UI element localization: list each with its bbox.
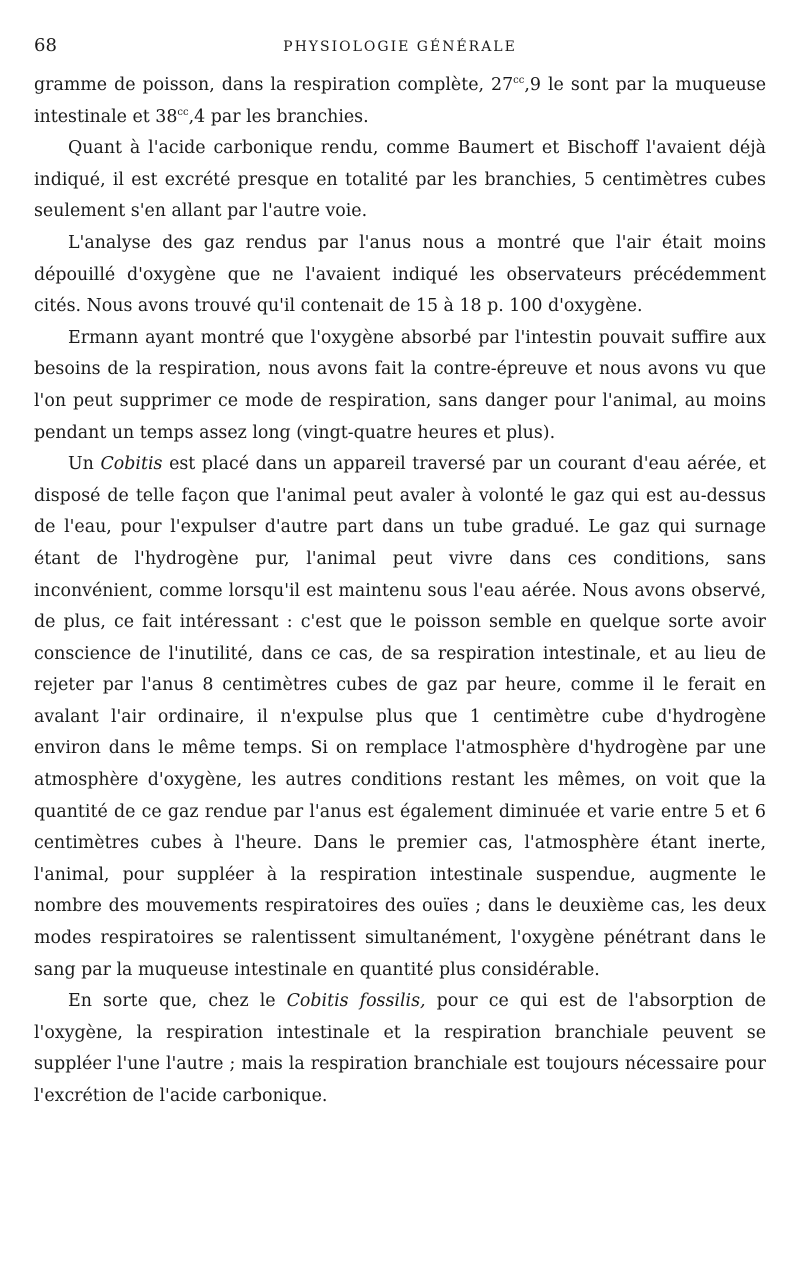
text-run: ,9 le sont par la muqueuse intestinale et 38 (34, 75, 766, 127)
superscript-unit: cc (177, 106, 189, 118)
paragraph (34, 323, 766, 449)
running-head: PHYSIOLOGIE GÉNÉRALE (283, 39, 517, 55)
italic-taxon: Cobitis (100, 454, 163, 475)
paragraph (34, 228, 766, 323)
text-run: Ermann ayant montré que l'oxygène absorbé par l'intestin pouvait suffire aux besoins de la respiration, nous avons fait la contre-épreuve et nous avons vu que l'on peut supprimer ce mode de respiration, sans danger pour l'animal, au moins pendant un temps assez long (vingt-quatre heures et plus). (34, 327, 766, 443)
page-header (34, 34, 766, 58)
text-run: pour ce qui est de l'absorption de l'oxygène, la respiration intestinale et la respiration branchiale peuvent se suppléer l'une l'autre ; mais la respiration branchiale est toujours nécessaire pour l'excrétion de l'acide carbonique. (34, 991, 766, 1106)
paragraph (34, 133, 766, 228)
text-run: est placé dans un appareil traversé par un courant d'eau aérée, et disposé de telle façon que l'animal peut avaler à volonté le gaz qui est au-dessus de l'eau, pour l'expulser d'autre part dans un tube gradué. Le gaz qui surnage étant de l'hydrogène pur, l'animal peut vivre dans ces conditions, sans inconvénient, comme lorsqu'il est maintenu sous l'eau aérée. Nous avons observé, de plus, ce fait intéressant : c'est que le poisson semble en quelque sorte avoir conscience de l'inutilité, dans ce cas, de sa respiration intestinale, et au lieu de rejeter par l'anus 8 centimètres cubes de gaz par heure, comme il le ferait en avalant l'air ordinaire, il n'expulse plus que 1 centimètre cube d'hydrogène environ dans le même temps. Si on remplace l'atmosphère d'hydrogène par une atmosphère d'oxygène, les autres conditions restant les mêmes, on voit que la quantité de ce gaz rendue par l'anus est également diminuée et varie entre 5 et 6 centimètres cubes à l'heure. Dans le premier cas, l'atmosphère étant inerte, l'animal, pour suppléer à la respiration intestinale suspendue, augmente le nombre des mouvements respiratoires des ouïes ; dans le deuxième cas, les deux modes respiratoires se ralentissent simultanément, l'oxygène pénétrant dans le sang par la muqueuse intestinale en quantité plus considérable. (34, 454, 767, 980)
superscript-unit: cc (513, 75, 525, 86)
text-run: L'analyse des gaz rendus par l'anus nous a montré que l'air était moins dépouillé d'oxygène que ne l'avaient indiqué les observateurs précédemment cités. Nous avons trouvé qu'il contenait de 15 à 18 p. 100 d'oxygène. (34, 232, 766, 317)
body-text (34, 70, 766, 1113)
text-run: ,4 par les branchies. (188, 106, 369, 127)
text-run: Un (68, 454, 101, 475)
text-run: Quant à l'acide carbonique rendu, comme Baumert et Bischoff l'avaient déjà indiqué, il est excrété presque en totalité par les branchies, 5 centimètres cubes seulement s'en allant par l'autre voie. (34, 138, 766, 222)
text-run: En sorte que, chez le (68, 991, 287, 1012)
text-run: gramme de poisson, dans la respiration complète, 27 (34, 75, 514, 95)
page-number: 68 (34, 35, 57, 56)
paragraph (34, 986, 766, 1112)
paragraph (34, 449, 766, 986)
paragraph (34, 70, 766, 133)
italic-taxon: Cobitis fossilis, (286, 991, 426, 1012)
